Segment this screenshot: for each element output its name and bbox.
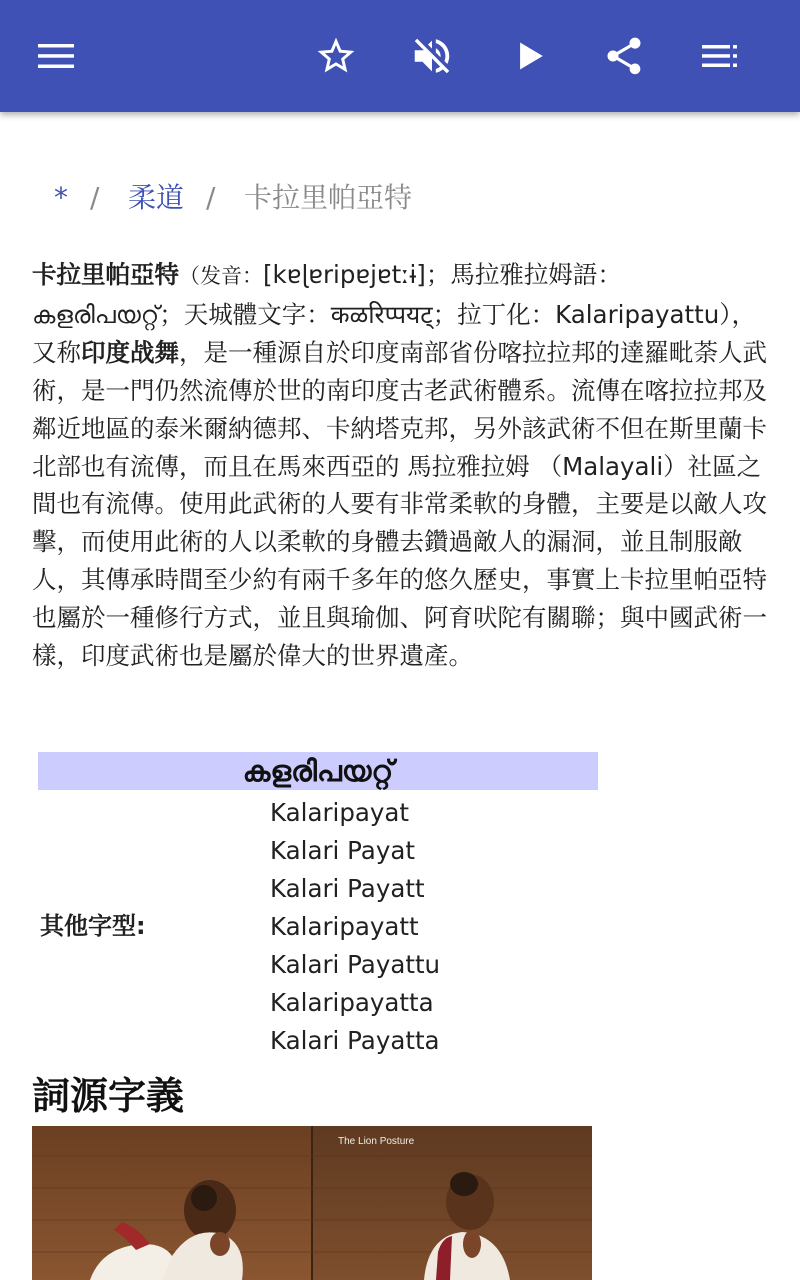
image-caption: The Lion Posture (338, 1136, 415, 1147)
bookmark-button[interactable] (306, 26, 366, 86)
spelling-variant: Kalari Payatt (270, 874, 425, 903)
latin-name: Kalaripayattu (555, 299, 720, 329)
app-bar (0, 0, 800, 112)
mute-button[interactable] (402, 26, 462, 86)
article-image[interactable] (32, 1126, 592, 1280)
article-text: ），又称 (32, 299, 757, 367)
spelling-variant: Kalari Payattu (270, 950, 441, 979)
breadcrumb-current: 卡拉里帕亞特 (244, 181, 413, 214)
infobox-values (270, 794, 440, 1060)
breadcrumb-parent-link[interactable]: 柔道 (128, 181, 185, 214)
volume-off-icon (409, 33, 455, 79)
breadcrumb-separator: / (90, 181, 100, 214)
infobox-label: 其他字型: (40, 912, 146, 940)
breadcrumb-separator: / (206, 181, 216, 214)
spelling-variant: Kalaripayatt (270, 912, 419, 941)
toc-list-icon (700, 41, 740, 71)
breadcrumb (0, 176, 800, 220)
infobox-header: കളരിപയറ്റ് (38, 752, 598, 790)
article-title-term: 卡拉里帕亞特 (32, 260, 179, 289)
spelling-variant: Kalaripayat (270, 798, 410, 827)
menu-button[interactable] (26, 26, 86, 86)
breadcrumb-root-link[interactable]: * (54, 181, 68, 214)
star-icon (314, 34, 358, 78)
article-text: ，是一種源自於印度南部省份喀拉拉邦的達羅毗荼人武術，是一門仍然流傳於世的南印度古老武術體系。流傳在喀拉拉邦及鄰近地區的泰米爾納德邦、卡納塔克邦，另外該武術不但在斯里蘭卡北部也有流傳，而且在馬來西亞的 馬拉雅拉姆 （Malayali）社區之間也有流傳。使用此武術的人要有非常柔軟的身體，主要是以敵人攻擊，而使用此術的人以柔軟的身體去鑽過敵人的漏洞，並且制服敵人，其傳承時間至少約有兩千多年的悠久歷史，事實上卡拉里帕亞特也屬於一種修行方式，並且與瑜伽、阿育吠陀有關聯；與中國武術一樣，印度武術也是屬於偉大的世界遺產。 (32, 337, 767, 671)
article-text: ；馬拉雅拉姆語： (425, 260, 622, 289)
alt-name-term: 印度战舞 (81, 337, 179, 367)
menu-icon (36, 41, 76, 71)
section-heading-etymology: 詞源字義 (32, 1074, 185, 1118)
play-icon (513, 39, 547, 73)
share-icon (602, 34, 646, 78)
pronunciation-ipa[interactable]: [kɐɭɐripɐjɐtːɨ] (263, 260, 426, 289)
spelling-variant: Kalari Payatta (270, 1026, 440, 1055)
pronunciation-label: （发音： (179, 264, 263, 288)
infobox (38, 752, 598, 1056)
article-intro (32, 256, 772, 675)
share-button[interactable] (594, 26, 654, 86)
spelling-variant: Kalaripayatta (270, 988, 434, 1017)
malayalam-script: കളരിപയറ്റ് (32, 299, 160, 329)
article-text: ；天城體文字： (159, 299, 331, 329)
infobox-row-other-spellings (38, 790, 598, 1056)
spelling-variant: Kalari Payat (270, 836, 415, 865)
article-text: ；拉丁化： (432, 299, 556, 329)
play-button[interactable] (500, 26, 560, 86)
devanagari-script: कळरिप्पयट् (330, 299, 433, 329)
table-of-contents-button[interactable] (690, 26, 750, 86)
